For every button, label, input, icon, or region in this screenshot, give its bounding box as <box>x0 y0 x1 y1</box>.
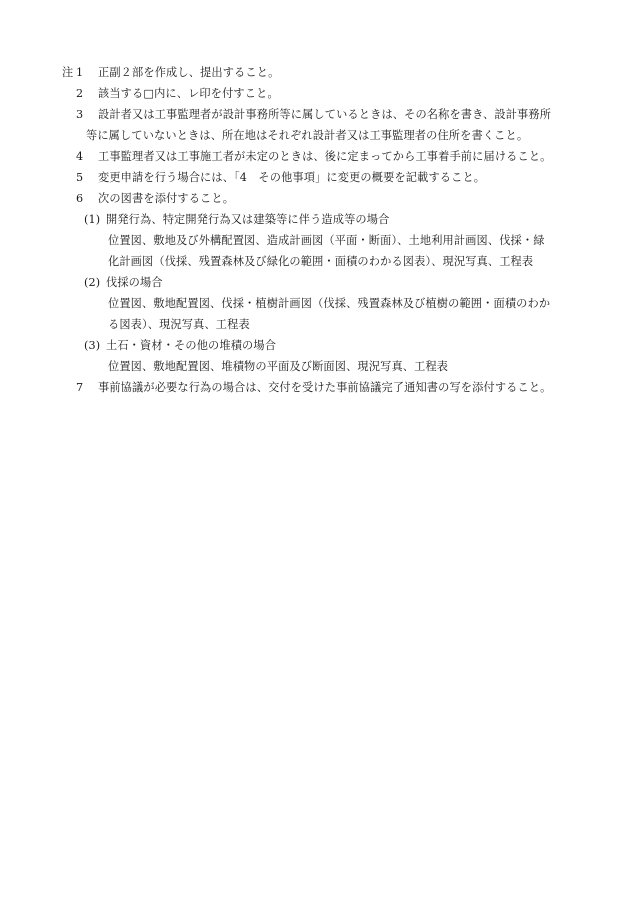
subitem-text: 位置図、敷地配置図、堆積物の平面及び断面図、現況写真、工程表 <box>108 360 449 373</box>
subitem-number: (2) <box>84 276 101 289</box>
subitem-number: (3) <box>84 339 101 352</box>
note-text: 等に属していないときは、所在地はそれぞれ設計者又は工事監理者の住所を書くこと。 <box>86 129 529 142</box>
note-number: 1 <box>76 66 84 79</box>
note-number: 3 <box>76 108 84 121</box>
subitem-text: 位置図、敷地及び外構配置図、造成計画図（平面・断面）、土地利用計画図、伐採・緑 <box>108 234 545 247</box>
subitem-title: 開発行為、特定開発行為又は建築等に伴う造成等の場合 <box>106 213 390 226</box>
note-text: 設計者又は工事監理者が設計事務所等に属しているときは、その名称を書き、設計事務所 <box>98 108 552 121</box>
note-text: 工事監理者又は工事施工者が未定のときは、後に定まってから工事着手前に届けること。 <box>98 150 552 163</box>
subitem-number: (1) <box>84 213 101 226</box>
note-number: 4 <box>76 150 84 163</box>
note-number: 5 <box>76 171 84 184</box>
subitem-text: 化計画図（伐採、残置森林及び緑化の範囲・面積のわかる図表）、現況写真、工程表 <box>108 255 534 268</box>
note-text: 次の図書を添付すること。 <box>98 192 235 205</box>
note-number: 7 <box>76 381 84 394</box>
note-text: 変更申請を行う場合には、「4 その他事項」に変更の概要を記載すること。 <box>98 171 486 184</box>
note-prefix: 注 <box>62 66 74 79</box>
subitem-text: 位置図、敷地配置図、伐採・植樹計画図（伐採、残置森林及び植樹の範囲・面積のわか <box>108 297 551 310</box>
note-number: 2 <box>76 87 84 100</box>
subitem-title: 土石・資材・その他の堆積の場合 <box>106 339 277 352</box>
note-text: 該当する□内に、レ印を付すこと。 <box>98 87 279 100</box>
subitem-text: る図表）、現況写真、工程表 <box>108 318 250 331</box>
note-number: 6 <box>76 192 84 205</box>
note-text: 事前協議が必要な行為の場合は、交付を受けた事前協議完了通知書の写を添付すること。 <box>98 381 552 394</box>
note-text: 正副２部を作成し、提出すること。 <box>98 66 280 79</box>
subitem-title: 伐採の場合 <box>106 276 163 289</box>
